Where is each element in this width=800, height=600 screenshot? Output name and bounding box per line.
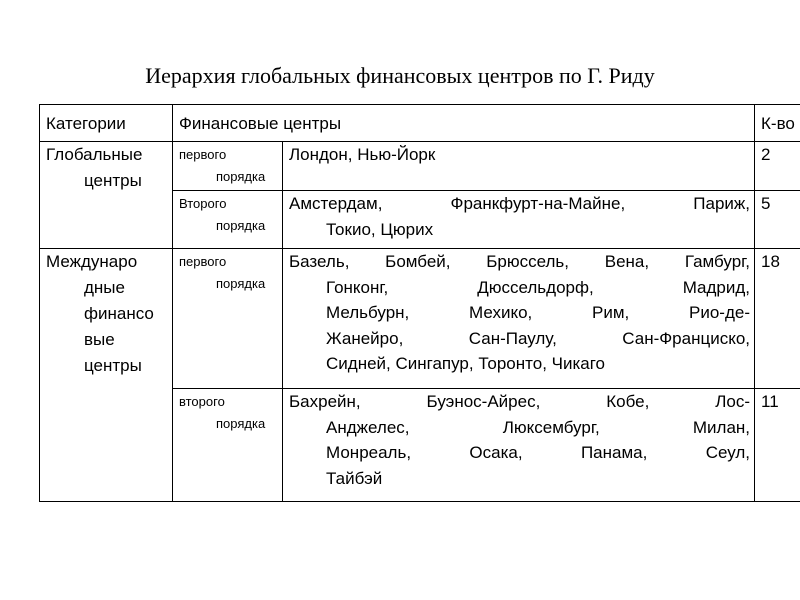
centers-line: Жанейро, Сан-Паулу, Сан-Франциско, [326,328,751,348]
category-line: финансо [84,304,154,323]
order-line: порядка [216,169,266,184]
category-line: Междунаро [46,252,138,271]
order-cell [173,142,283,191]
count-cell: 2 [755,142,800,191]
page-title: Иерархия глобальных финансовых центров по Г. Риду [145,63,655,88]
category-cell-international [40,249,173,502]
order-line: порядка [216,218,266,233]
centers-line: Гонконг, Дюссельдорф, Мадрид, [326,277,751,297]
centers-line: Анджелес, Люксембург, Милан, [326,417,751,437]
centers-line: Мельбурн, Мехико, Рим, Рио-де- [326,303,751,322]
category-line: центры [84,356,142,375]
centers-cell [283,191,755,249]
category-line: Глобальные [46,145,143,164]
centers-line: Амстердам, Франкфурт-на-Майне, Париж, [289,194,751,213]
table-row [40,249,800,389]
count-cell: 11 [755,389,800,502]
category-line: вые [84,330,115,349]
centers-line: Бахрейн, Буэнос-Айрес, Кобе, Лос- [289,392,751,411]
centers-line: Сидней, Сингапур, Торонто, Чикаго [326,354,606,373]
header-categories: Категории [40,105,173,142]
order-cell [173,249,283,389]
centers-line: Лондон, Нью-Йорк [289,145,436,164]
order-line: Второго [179,196,227,211]
centers-line: Монреаль, Осака, Панама, Сеул, [326,443,751,462]
order-line: первого [179,254,227,269]
centers-cell [283,249,755,389]
category-cell-global [40,142,173,249]
order-cell [173,191,283,249]
order-line: порядка [216,276,266,291]
header-count: К-во [755,105,800,142]
centers-cell [283,389,755,502]
order-line: второго [179,394,225,409]
centers-cell [283,142,755,191]
table-header-row [40,105,800,142]
category-line: центры [84,171,142,190]
table-row [40,142,800,191]
centers-line: Базель, Бомбей, Брюссель, Вена, Гамбург, [289,252,751,271]
financial-centers-table [39,104,800,502]
count-cell: 5 [755,191,800,249]
order-cell [173,389,283,502]
centers-line: Тайбэй [326,468,383,488]
centers-line: Токио, Цюрих [326,219,434,239]
count-cell: 18 [755,249,800,389]
order-line: первого [179,147,227,162]
header-centers: Финансовые центры [173,105,755,142]
category-line: дные [84,278,125,297]
order-line: порядка [216,416,266,431]
